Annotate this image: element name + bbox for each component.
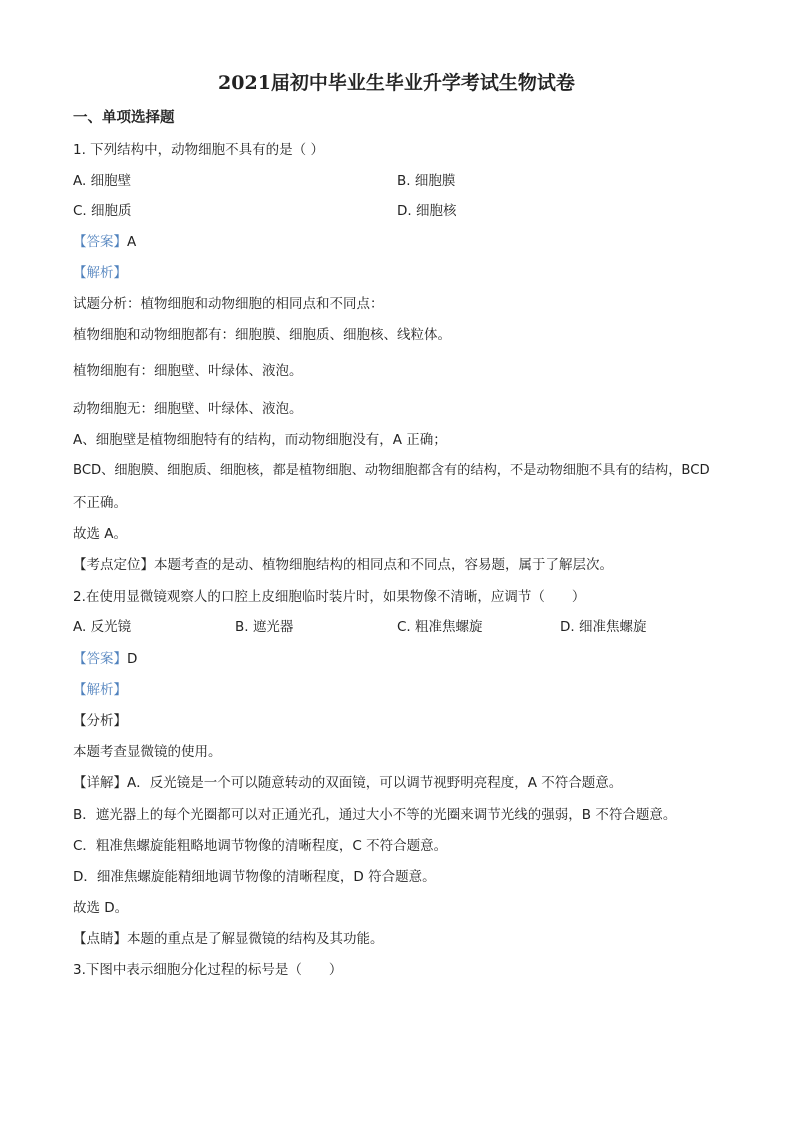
analysis-line: B．遮光器上的每个光圈都可以对正通光孔，通过大小不等的光圈来调节光线的强弱，B 不符合题意。 [73, 807, 677, 823]
analysis-label: 【解析】 [73, 265, 127, 281]
option-b: B. 细胞膜 [397, 173, 456, 189]
answer-line [73, 649, 137, 669]
answer-value: A [127, 234, 137, 250]
option-a: A. 反光镜 [73, 619, 132, 635]
option-b: B. 遮光器 [235, 619, 294, 635]
analysis-line: 【详解】A．反光镜是一个可以随意转动的双面镜，可以调节视野明亮程度，A 不符合题意。 [73, 775, 623, 791]
analysis-line: 植物细胞有：细胞壁、叶绿体、液泡。 [73, 363, 303, 379]
analysis-line: 【点睛】本题的重点是了解显微镜的结构及其功能。 [73, 931, 384, 947]
analysis-line: BCD、细胞膜、细胞质、细胞核，都是植物细胞、动物细胞都含有的结构，不是动物细胞不具有的结构，BCD [73, 463, 710, 478]
answer-label: 【答案】 [73, 651, 127, 667]
analysis-line: 故选 A。 [73, 526, 128, 542]
analysis-line: A、细胞壁是植物细胞特有的结构，而动物细胞没有，A 正确； [73, 432, 447, 448]
analysis-line: 【分析】 [73, 713, 127, 729]
question-stem: 2.在使用显微镜观察人的口腔上皮细胞临时装片时，如果物像不清晰，应调节（ ） [73, 589, 586, 605]
answer-line [73, 232, 136, 252]
analysis-line: 【考点定位】本题考查的是动、植物细胞结构的相同点和不同点，容易题，属于了解层次。 [73, 557, 613, 573]
analysis-line: 故选 D。 [73, 900, 129, 916]
analysis-line: 试题分析：植物细胞和动物细胞的相同点和不同点： [73, 296, 384, 312]
answer-label: 【答案】 [73, 234, 127, 250]
analysis-line: 本题考查显微镜的使用。 [73, 744, 222, 760]
question-3-stem: 3.下图中表示细胞分化过程的标号是（ ） [73, 962, 343, 978]
analysis-line: D．细准焦螺旋能精细地调节物像的清晰程度，D 符合题意。 [73, 869, 436, 885]
page-title: 2021届初中毕业生毕业升学考试生物试卷 [218, 72, 575, 94]
option-c: C. 细胞质 [73, 203, 132, 219]
analysis-line: C．粗准焦螺旋能粗略地调节物像的清晰程度，C 不符合题意。 [73, 838, 448, 854]
option-a: A. 细胞壁 [73, 173, 132, 189]
analysis-line: 动物细胞无：细胞壁、叶绿体、液泡。 [73, 401, 303, 417]
analysis-line: 植物细胞和动物细胞都有：细胞膜、细胞质、细胞核、线粒体。 [73, 327, 451, 343]
option-d: D. 细胞核 [397, 203, 457, 219]
analysis-label: 【解析】 [73, 682, 127, 698]
option-d: D. 细准焦螺旋 [560, 619, 647, 635]
question-stem: 1. 下列结构中，动物细胞不具有的是（ ） [73, 142, 324, 158]
answer-value: D [127, 651, 138, 667]
section-heading: 一、单项选择题 [73, 110, 175, 126]
analysis-line: 不正确。 [73, 495, 127, 511]
option-c: C. 粗准焦螺旋 [397, 619, 483, 635]
